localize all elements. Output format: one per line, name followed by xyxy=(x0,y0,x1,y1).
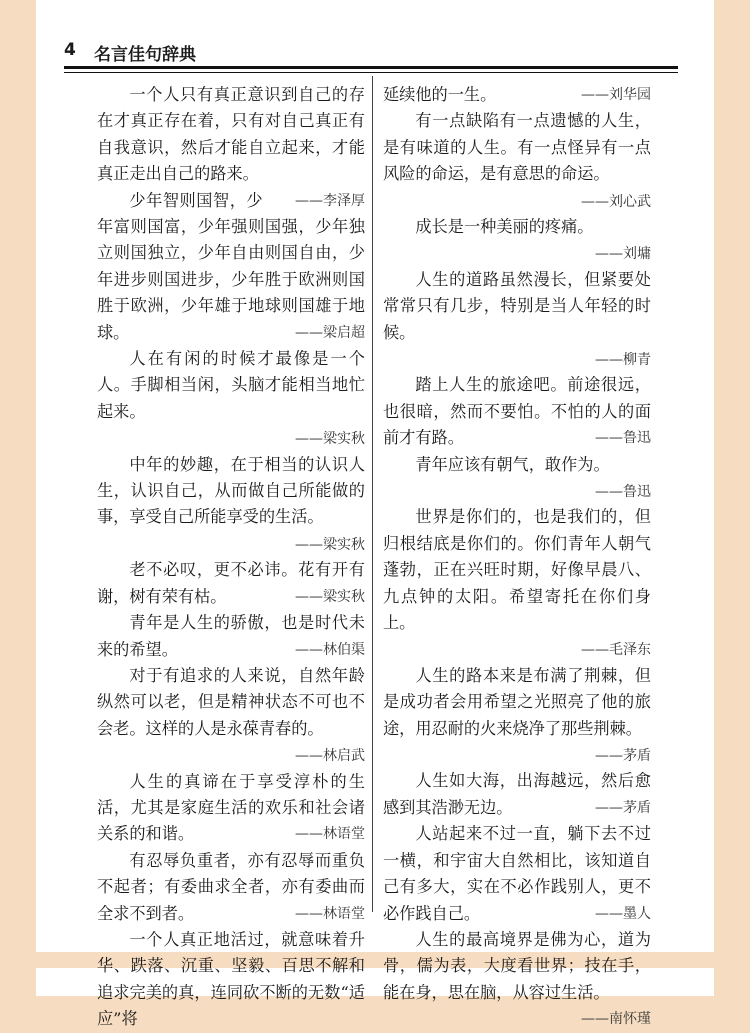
quote-text: 中年的妙趣，在于相当的认识人生，认识自己，从而做自己所能做的事，享受自己所能享受的生活。 xyxy=(97,454,365,527)
quote-text: 延续他的一生。 ——刘华园 xyxy=(383,82,651,108)
quote-text: 青年是人生的骄傲，也是时代未来的希望。 ——林伯渠 xyxy=(97,610,365,663)
quote-author-line xyxy=(383,742,651,768)
quote-text: 老不必叹，更不必讳。花有开有谢，树有荣有枯。 ——梁实秋 xyxy=(97,557,365,610)
quote-author: ——柳青 xyxy=(595,352,651,369)
quote-entry xyxy=(97,848,365,927)
quote-entry xyxy=(383,504,651,662)
quote-entry xyxy=(383,821,651,927)
page-number: 4 xyxy=(64,40,76,60)
quote-entry xyxy=(383,663,651,769)
quote-author: ——刘心武 xyxy=(581,193,651,210)
quote-entry xyxy=(383,372,651,451)
quote-author-line xyxy=(383,188,651,214)
quote-author: ——梁启超 xyxy=(295,324,365,341)
quote-text: 对于有追求的人来说，自然年龄纵然可以老，但是精神状态不可也不会老。这样的人是永葆青春的。 xyxy=(97,665,365,738)
quote-author: ——茅盾 xyxy=(595,799,651,816)
quote-author: ——林启武 xyxy=(295,748,365,765)
left-column xyxy=(97,82,365,1033)
quote-entry xyxy=(383,108,651,214)
quote-author-line xyxy=(97,531,365,557)
quote-entry xyxy=(383,82,651,108)
quote-text: 成长是一种美丽的疼痛。 xyxy=(415,217,594,237)
column-divider xyxy=(372,76,373,912)
quote-author: ——林语堂 xyxy=(295,905,365,922)
quote-text: 人生如大海，出海越远，然后愈感到其浩渺无边。 ——茅盾 xyxy=(383,768,651,821)
quote-author: ——刘华园 xyxy=(581,87,651,103)
quote-entry xyxy=(383,768,651,821)
quote-text: 一个人真正地活过，就意味着升华、跌落、沉重、坚毅、百思不解和追求完美的真，连同砍不断的无数“适应”将 xyxy=(97,929,365,1029)
right-column xyxy=(383,82,651,1033)
quote-entry xyxy=(383,452,651,505)
quote-entry xyxy=(383,267,651,373)
quote-author-line xyxy=(97,742,365,768)
quote-author: ——鲁迅 xyxy=(595,484,651,501)
quote-entry xyxy=(97,927,365,1033)
quote-author: ——毛泽东 xyxy=(581,642,651,659)
quote-author: ——南怀瑾 xyxy=(581,1011,651,1028)
quote-author: ——李泽厚 xyxy=(295,192,365,209)
quote-entry xyxy=(97,610,365,663)
quote-text: 少年智则国智，少年富则国富，少年强则国强，少年独立则国独立，少年自由则国自由，少年进步则国进步，少年胜于欧洲则国胜于欧洲，少年雄于地球则国雄于地球。 ——梁启超 xyxy=(97,188,365,346)
quote-entry xyxy=(97,769,365,848)
quote-author-line xyxy=(383,346,651,372)
quote-entry xyxy=(97,663,365,769)
quote-author: ——梁实秋 xyxy=(295,536,365,553)
quote-text: 人生的最高境界是佛为心，道为骨，儒为表，大度看世界；技在手，能在身，思在脑，从容过生活。 ——南怀瑾 xyxy=(383,927,651,1006)
quote-entry xyxy=(383,214,651,267)
quote-author: ——茅盾 xyxy=(595,748,651,765)
quote-text: 人生的道路虽然漫长，但紧要处常常只有几步，特别是当人年轻的时候。 xyxy=(383,269,651,342)
quote-author-line xyxy=(97,425,365,451)
quote-author: ——林语堂 xyxy=(295,826,365,843)
quote-author: ——林伯渠 xyxy=(295,641,365,658)
quote-author: ——鲁迅 xyxy=(595,430,651,447)
quote-entry xyxy=(97,557,365,610)
quote-author: ——梁实秋 xyxy=(295,588,365,605)
quote-author-line xyxy=(383,240,651,266)
quote-author: ——梁实秋 xyxy=(295,431,365,448)
quote-text: 有一点缺陷有一点遗憾的人生，是有味道的人生。有一点怪异有一点风险的命运，是有意思的命运。 xyxy=(383,111,651,184)
quote-text: 人生的路本来是布满了荆棘，但是成功者会用希望之光照亮了他的旅途，用忍耐的火来烧净了那些荆棘。 xyxy=(383,665,651,738)
quote-author: ——刘墉 xyxy=(595,246,651,263)
quote-text: 世界是你们的，也是我们的，但归根结底是你们的。你们青年人朝气蓬勃，正在兴旺时期，好像早晨八、九点钟的太阳。希望寄托在你们身上。 xyxy=(383,507,651,633)
quote-text: 有忍辱负重者，亦有忍辱而重负不起者；有委曲求全者，亦有委曲而全求不到者。 ——林语堂 xyxy=(97,848,365,927)
book-title: 名言佳句辞典 xyxy=(94,45,196,65)
quote-author-line xyxy=(383,478,651,504)
quote-text: 人在有闲的时候才最像是一个人。手脚相当闲，头脑才能相当地忙起来。 xyxy=(97,349,365,421)
quote-entry xyxy=(97,346,365,452)
quote-text: 人站起来不过一直，躺下去不过一横，和宇宙大自然相比，该知道自己有多大，实在不必作践别人，更不必作践自己。 ——墨人 xyxy=(383,821,651,927)
quote-text: 青年应该有朝气，敢作为。 xyxy=(415,454,610,474)
quote-text: 一个人只有真正意识到自己的存在才真正存在着，只有对自己真正有自我意识，然后才能自立起来，才能真正走出自己的路来。 ——李泽厚 xyxy=(97,82,365,188)
quote-text: 踏上人生的旅途吧。前途很远，也很暗，然而不要怕。不怕的人的面前才有路。 ——鲁迅 xyxy=(383,372,651,451)
quote-author: ——墨人 xyxy=(595,905,651,922)
quote-entry xyxy=(97,82,365,209)
quote-author-line xyxy=(383,636,651,662)
quote-entry xyxy=(97,452,365,558)
quote-text: 人生的真谛在于享受淳朴的生活，尤其是家庭生活的欢乐和社会诸关系的和谐。 ——林语堂 xyxy=(97,769,365,848)
page-header xyxy=(64,38,678,69)
quote-entry xyxy=(383,927,651,1028)
